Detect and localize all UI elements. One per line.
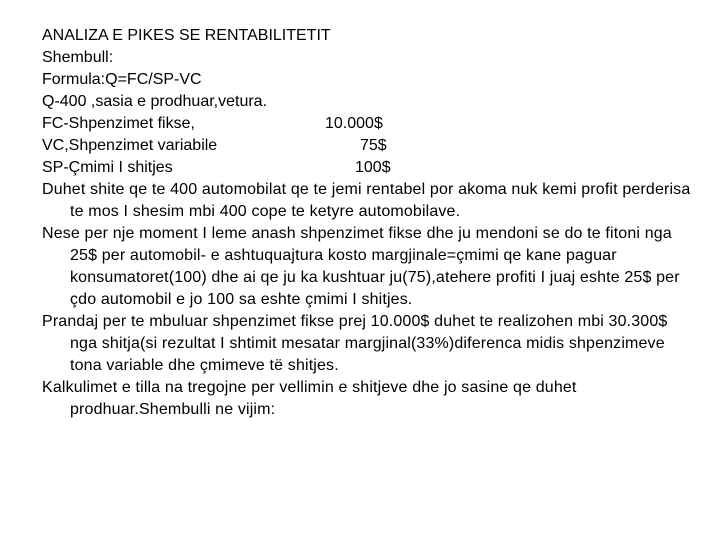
paragraph-calculations: Kalkulimet e tilla na tregojne per vellimin e shitjeve dhe jo sasine qe duhet prodhuar.Shembulli ne vijim:: [42, 379, 577, 418]
fixed-costs-row: [42, 113, 692, 135]
paragraph-cover-fixed-costs: Prandaj per te mbuluar shpenzimet fikse prej 10.000$ duhet te realizohen mbi 30.300$ nga shitja(si rezultat I shtimit mesatar margjinal(33%)diferenca midis shpenzimeve tona variable dhe çmimeve të shitjes.: [42, 313, 668, 374]
variable-costs-value: 75$: [360, 137, 387, 154]
variable-costs-label: VC,Shpenzimet variabile: [42, 137, 218, 154]
paragraph-break-even: Duhet shite qe te 400 automobilat qe te jemi rentabel por akoma nuk kemi profit perderisa te mos I shesim mbi 400 cope te ketyre automobilave.: [42, 181, 691, 220]
variable-costs-row: [42, 135, 692, 157]
example-label: Shembull:: [42, 49, 114, 66]
formula-line: Formula:Q=FC/SP-VC: [42, 71, 202, 88]
quantity-definition: Q-400 ,sasia e prodhuar,vetura.: [42, 93, 268, 110]
selling-price-row: [42, 157, 692, 179]
paragraph-marginal-cost: Nese per nje moment I leme anash shpenzimet fikse dhe ju mendoni se do te fitoni nga 25$ per automobil- e ashtuquajtura kosto margjinale=çmimi qe kane paguar konsumatoret(100) dhe ai qe ju ka kushtuar ju(75),atehere profiti I juaj eshte 25$ per çdo automobil e jo 100 sa eshte çmimi I shitjes.: [42, 225, 680, 308]
selling-price-value: 100$: [355, 159, 391, 176]
slide-title: ANALIZA E PIKES SE RENTABILITETIT: [42, 27, 331, 44]
slide-text-body: [42, 25, 692, 421]
fixed-costs-value: 10.000$: [325, 115, 383, 132]
selling-price-label: SP-Çmimi I shitjes: [42, 159, 173, 176]
fixed-costs-label: FC-Shpenzimet fikse,: [42, 115, 195, 132]
